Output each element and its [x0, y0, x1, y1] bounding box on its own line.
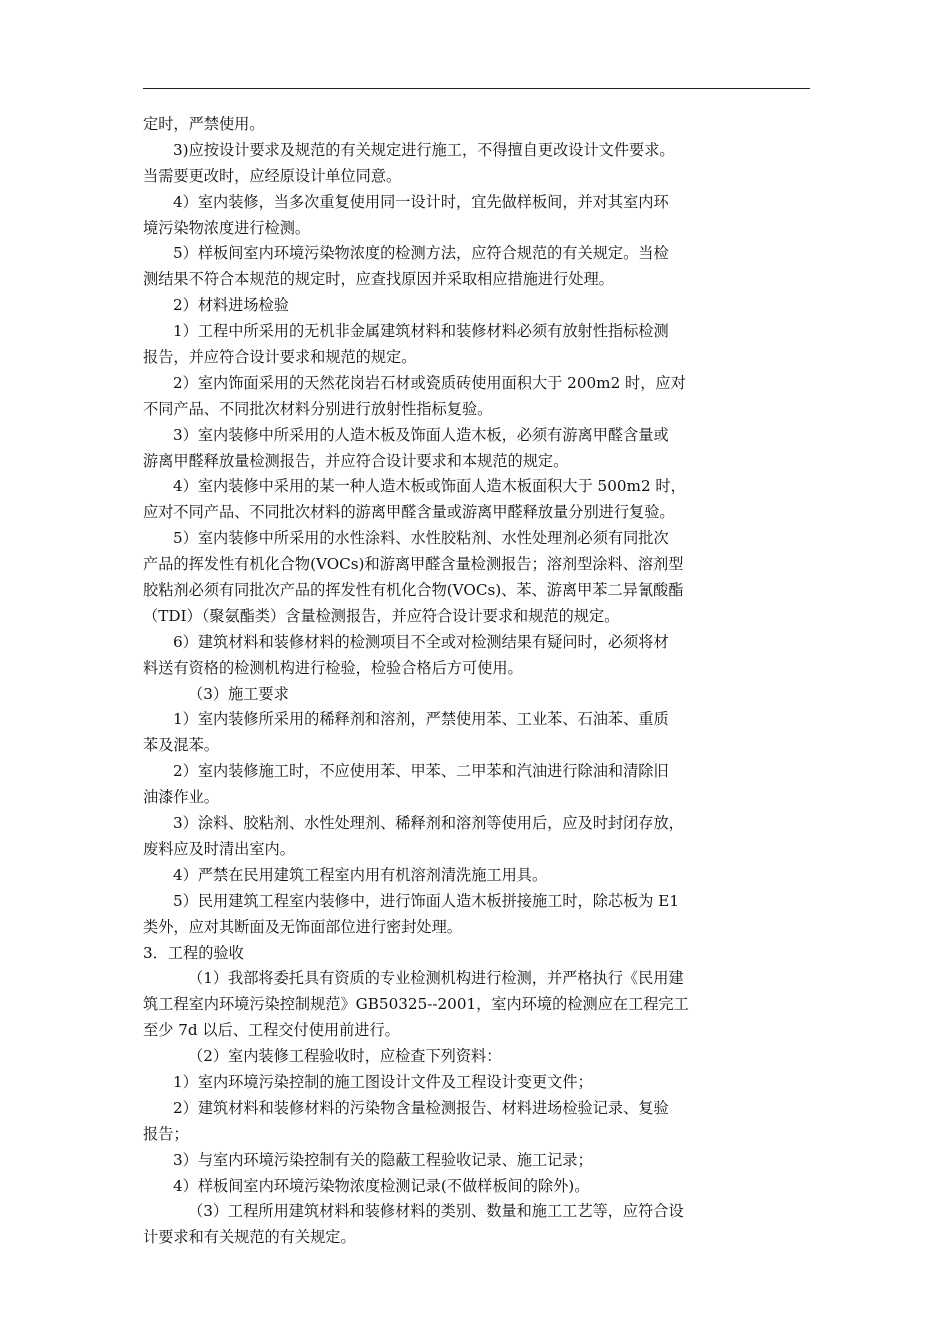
text-line: 4）样板间室内环境污染物浓度检测记录(不做样板间的除外)。 — [173, 1176, 590, 1195]
text-line: 料送有资格的检测机构进行检验，检验合格后方可使用。 — [143, 658, 523, 677]
text-line: 3．工程的验收 — [143, 943, 244, 962]
text-line: 计要求和有关规范的有关规定。 — [143, 1228, 356, 1247]
text-line: （3）工程所用建筑材料和装修材料的类别、数量和施工工艺等，应符合设 — [188, 1202, 684, 1221]
text-line: 3）涂料、胶粘剂、水性处理剂、稀释剂和溶剂等使用后，应及时封闭存放， — [173, 814, 684, 833]
text-line: 定时，严禁使用。 — [143, 115, 265, 133]
text-line: （3）施工要求 — [188, 684, 289, 703]
text-line: 1）工程中所采用的无机非金属建筑材料和装修材料必须有放射性指标检测 — [173, 322, 669, 341]
text-line: 4）室内装修中采用的某一种人造木板或饰面人造木板面积大于 500m2 时， — [173, 477, 686, 496]
text-line: 3）室内装修中所采用的人造木板及饰面人造木板，必须有游离甲醛含量或 — [173, 425, 669, 444]
text-line: 5）样板间室内环境污染物浓度的检测方法，应符合规范的有关规定。当检 — [173, 244, 669, 263]
text-line: 废料应及时清出室内。 — [143, 839, 295, 858]
text-line: 至少 7d 以后、工程交付使用前进行。 — [143, 1021, 400, 1040]
text-line: 当需要更改时，应经原设计单位同意。 — [143, 166, 402, 185]
text-line: 4）室内装修，当多次重复使用同一设计时，宜先做样板间，并对其室内环 — [173, 192, 669, 211]
text-line: 3)应按设计要求及规范的有关规定进行施工，不得擅自更改设计文件要求。 — [173, 140, 675, 159]
text-line: 苯及混苯。 — [143, 736, 219, 755]
text-line: （TDI）（聚氨酯类）含量检测报告，并应符合设计要求和规范的规定。 — [143, 606, 620, 625]
text-line: 类外，应对其断面及无饰面部位进行密封处理。 — [143, 917, 462, 936]
text-line: 5）室内装修中所采用的水性涂料、水性胶粘剂、水性处理剂必须有同批次 — [173, 529, 669, 548]
text-line: 境污染物浓度进行检测。 — [143, 218, 311, 237]
text-line: （2）室内装修工程验收时，应检查下列资料： — [188, 1047, 502, 1066]
text-line: （1）我部将委托具有资质的专业检测机构进行检测，并严格执行《民用建 — [188, 969, 684, 988]
header-rule — [143, 88, 810, 89]
text-line: 油漆作业。 — [143, 788, 219, 807]
text-line: 报告，并应符合设计要求和规范的规定。 — [143, 348, 417, 367]
text-line: 3）与室内环境污染控制有关的隐蔽工程验收记录、施工记录； — [173, 1150, 593, 1169]
text-line: 2）室内装修施工时，不应使用苯、甲苯、二甲苯和汽油进行除油和清除旧 — [173, 762, 669, 781]
text-line: 1）室内环境污染控制的施工图设计文件及工程设计变更文件； — [173, 1072, 593, 1091]
text-line: 5）民用建筑工程室内装修中，进行饰面人造木板拼接施工时，除芯板为 E1 — [173, 891, 680, 910]
document-body — [143, 112, 810, 1251]
text-line: 胶粘剂必须有同批次产品的挥发性有机化合物(VOCs)、苯、游离甲苯二异氰酸酯 — [143, 581, 684, 600]
text-line: 不同产品、不同批次材料分别进行放射性指标复验。 — [143, 399, 493, 418]
text-line: 筑工程室内环境污染控制规范》GB50325--2001，室内环境的检测应在工程完工 — [143, 995, 689, 1014]
text-line: 报告； — [143, 1124, 189, 1143]
text-line: 6）建筑材料和装修材料的检测项目不全或对检测结果有疑问时，必须将材 — [173, 632, 669, 651]
text-line: 2）材料进场检验 — [173, 296, 289, 315]
text-line: 2）室内饰面采用的天然花岗岩石材或瓷质砖使用面积大于 200m2 时，应对 — [173, 373, 686, 392]
text-line: 2）建筑材料和装修材料的污染物含量检测报告、材料进场检验记录、复验 — [173, 1098, 669, 1117]
text-line: 1）室内装修所采用的稀释剂和溶剂，严禁使用苯、工业苯、石油苯、重质 — [173, 710, 669, 729]
text-line: 产品的挥发性有机化合物(VOCs)和游离甲醛含量检测报告；溶剂型涂料、溶剂型 — [143, 555, 684, 574]
text-line: 游离甲醛释放量检测报告，并应符合设计要求和本规范的规定。 — [143, 451, 569, 470]
text-line: 应对不同产品、不同批次材料的游离甲醛含量或游离甲醛释放量分别进行复验。 — [143, 503, 675, 522]
text-line: 测结果不符合本规范的规定时，应查找原因并采取相应措施进行处理。 — [143, 270, 614, 289]
text-line: 4）严禁在民用建筑工程室内用有机溶剂清洗施工用具。 — [173, 865, 548, 884]
